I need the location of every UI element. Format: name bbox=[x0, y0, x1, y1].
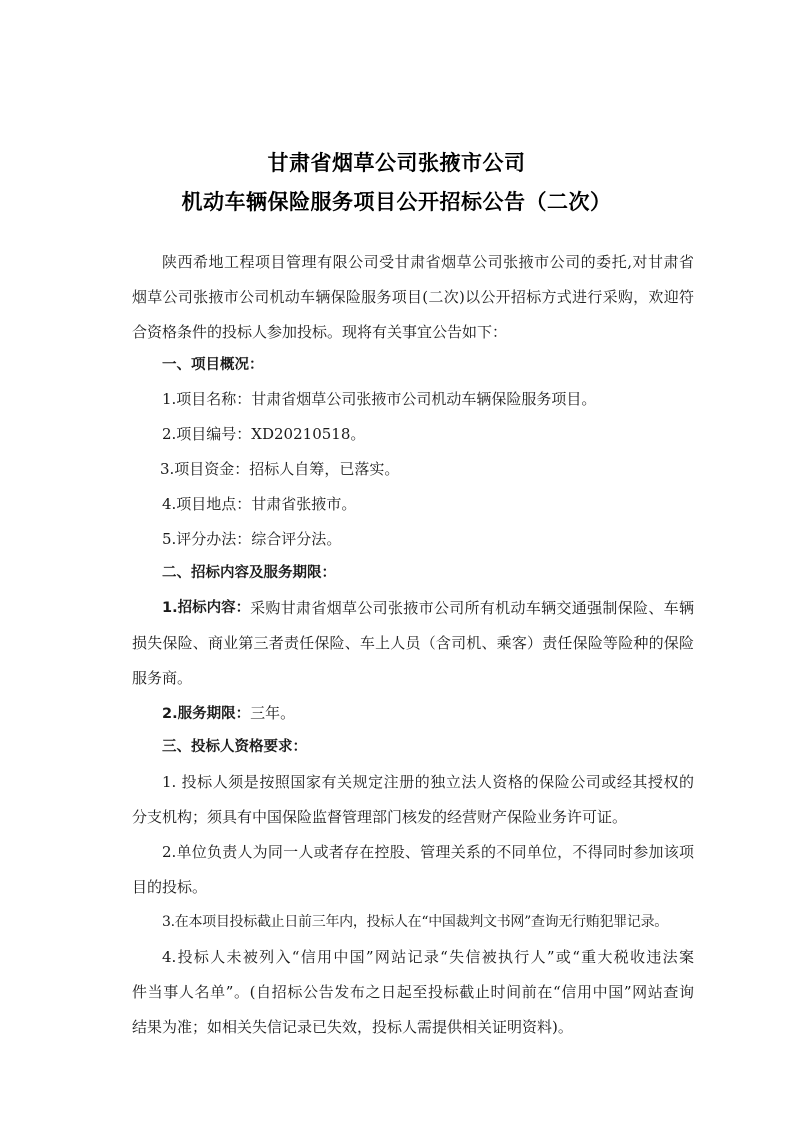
section3-item1-line-2: 分支机构；须具有中国保险监督管理部门核发的经营财产保险业务许可证。 bbox=[132, 808, 628, 826]
section3-item4-line-1: 4.投标人未被列入“信用中国”网站记录“失信被执行人”或“重大税收违法案 bbox=[162, 948, 694, 966]
section3-item2-line-1: 2.单位负责人为同一人或者存在控股、管理关系的不同单位，不得同时参加该项 bbox=[162, 843, 694, 861]
section2-item1-text: 采购甘肃省烟草公司张掖市公司所有机动车辆交通强制保险、车辆 bbox=[250, 599, 694, 617]
intro-line-3: 合资格条件的投标人参加投标。现将有关事宜公告如下： bbox=[132, 323, 508, 341]
section2-item2-text: 三年。 bbox=[250, 704, 296, 722]
document-title-line2: 机动车辆保险服务项目公开招标公告（二次） bbox=[181, 190, 612, 214]
section2-item1-first-line bbox=[162, 598, 694, 618]
intro-line-1: 陕西希地工程项目管理有限公司受甘肃省烟草公司张掖市公司的委托,对甘肃省 bbox=[162, 253, 694, 271]
section2-item1-line-2: 损失保险、商业第三者责任保险、车上人员（含司机、乘客）责任保险等险种的保险 bbox=[132, 634, 694, 652]
document-title-line1: 甘肃省烟草公司张掖市公司 bbox=[267, 151, 526, 175]
section1-item-5: 5.评分办法：综合评分法。 bbox=[162, 530, 342, 548]
section1-heading: 一、项目概况： bbox=[162, 357, 264, 373]
intro-line-2: 烟草公司张掖市公司机动车辆保险服务项目(二次)以公开招标方式进行采购，欢迎符 bbox=[132, 288, 694, 306]
section3-item3: 3.在本项目投标截止日前三年内，投标人在“中国裁判文书网”查询无行贿犯罪记录。 bbox=[162, 914, 668, 930]
section3-item1-line-1: 1. 投标人须是按照国家有关规定注册的独立法人资格的保险公司或经其授权的 bbox=[162, 773, 694, 791]
section3-item4-line-2: 件当事人名单”。(自招标公告发布之日起至投标截止时间前在“信用中国”网站查询 bbox=[132, 983, 694, 1001]
section3-item2-line-2: 目的投标。 bbox=[132, 878, 208, 896]
section1-item-2: 2.项目编号：XD20210518。 bbox=[162, 425, 366, 443]
section2-heading: 二、招标内容及服务期限： bbox=[162, 565, 336, 581]
section2-item1-line-3: 服务商。 bbox=[132, 669, 193, 687]
section1-item-4: 4.项目地点：甘肃省张掖市。 bbox=[162, 495, 357, 513]
section2-item2 bbox=[162, 703, 295, 724]
section1-item-3: 3.项目资金：招标人自筹，已落实。 bbox=[160, 460, 400, 478]
section2-item1-label: 1.招标内容： bbox=[162, 600, 251, 616]
section3-item4-line-3: 结果为准；如相关失信记录已失效，投标人需提供相关证明资料)。 bbox=[132, 1018, 573, 1036]
section1-item-1: 1.项目名称：甘肃省烟草公司张掖市公司机动车辆保险服务项目。 bbox=[162, 390, 597, 408]
section3-heading: 三、投标人资格要求： bbox=[162, 739, 307, 755]
section2-item2-label: 2.服务期限： bbox=[162, 706, 251, 722]
